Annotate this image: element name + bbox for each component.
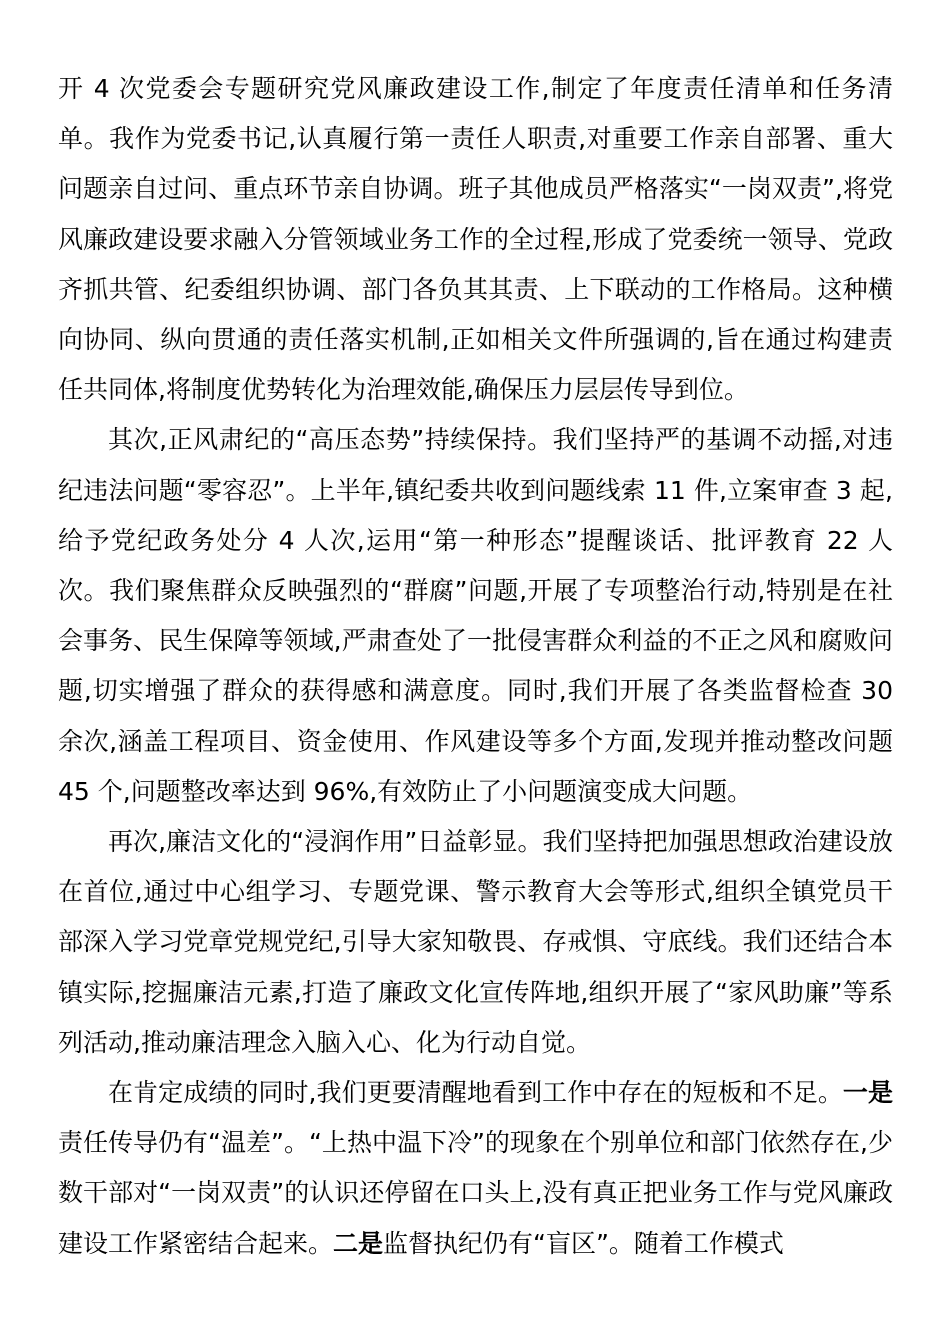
paragraph-clean-culture: 再次,廉洁文化的“浸润作用”日益彰显。我们坚持把加强思想政治建设放在首位,通过中心组学习、专题党课、警示教育大会等形式,组织全镇党员干部深入学习党章党规党纪,引导大家知敬畏、存戒惧、守底线。我们还结合本镇实际,挖掘廉洁元素,打造了廉政文化宣传阵地,组织开展了“家风助廉”等系列活动,推动廉洁理念入脑入心、化为行动自觉。 [58, 827, 893, 1057]
point-two-text: 监督执纪仍有“盲区”。随着工作模式 [383, 1228, 784, 1258]
paragraph-discipline: 其次,正风肃纪的“高压态势”持续保持。我们坚持严的基调不动摇,对违纪违法问题“零容忍”。上半年,镇纪委共收到问题线索 11 件,立案审查 3 起,给予党纪政务处分 4 人次,运用“第一种形态”提醒谈话、批评教育 22 人次。我们聚焦群众反映强烈的“群腐”问题,开展了专项整治行动,特别是在社会事务、民生保障等领域,严肃查处了一批侵害群众利益的不正之风和腐败问题,切实增强了群众的获得感和满意度。同时,我们开展了各类监督检查 30 余次,涵盖工程项目、资金使用、作风建设等多个方面,发现并推动整改问题 45 个,问题整改率达到 96%,有效防止了小问题演变成大问题。 [58, 425, 893, 806]
point-one-label: 一是 [842, 1078, 893, 1108]
point-two-label: 二是 [333, 1228, 384, 1258]
paragraph-shortcomings [58, 1068, 893, 1269]
point-one-text: 责任传导仍有“温差”。“上热中温下冷”的现象在个别单位和部门依然存在,少数干部对“一岗双责”的认识还停留在口头上,没有真正把业务工作与党风廉政建设工作紧密结合起来。 [58, 1128, 893, 1258]
document-body [58, 64, 893, 1269]
paragraph-responsibility: 开 4 次党委会专题研究党风廉政建设工作,制定了年度责任清单和任务清单。我作为党委书记,认真履行第一责任人职责,对重要工作亲自部署、重大问题亲自过问、重点环节亲自协调。班子其他成员严格落实“一岗双责”,将党风廉政建设要求融入分管领域业务工作的全过程,形成了党委统一领导、党政齐抓共管、纪委组织协调、部门各负其其责、上下联动的工作格局。这种横向协同、纵向贯通的责任落实机制,正如相关文件所强调的,旨在通过构建责任共同体,将制度优势转化为治理效能,确保压力层层传导到位。 [58, 74, 893, 405]
shortcomings-intro: 在肯定成绩的同时,我们更要清醒地看到工作中存在的短板和不足。 [108, 1078, 843, 1108]
